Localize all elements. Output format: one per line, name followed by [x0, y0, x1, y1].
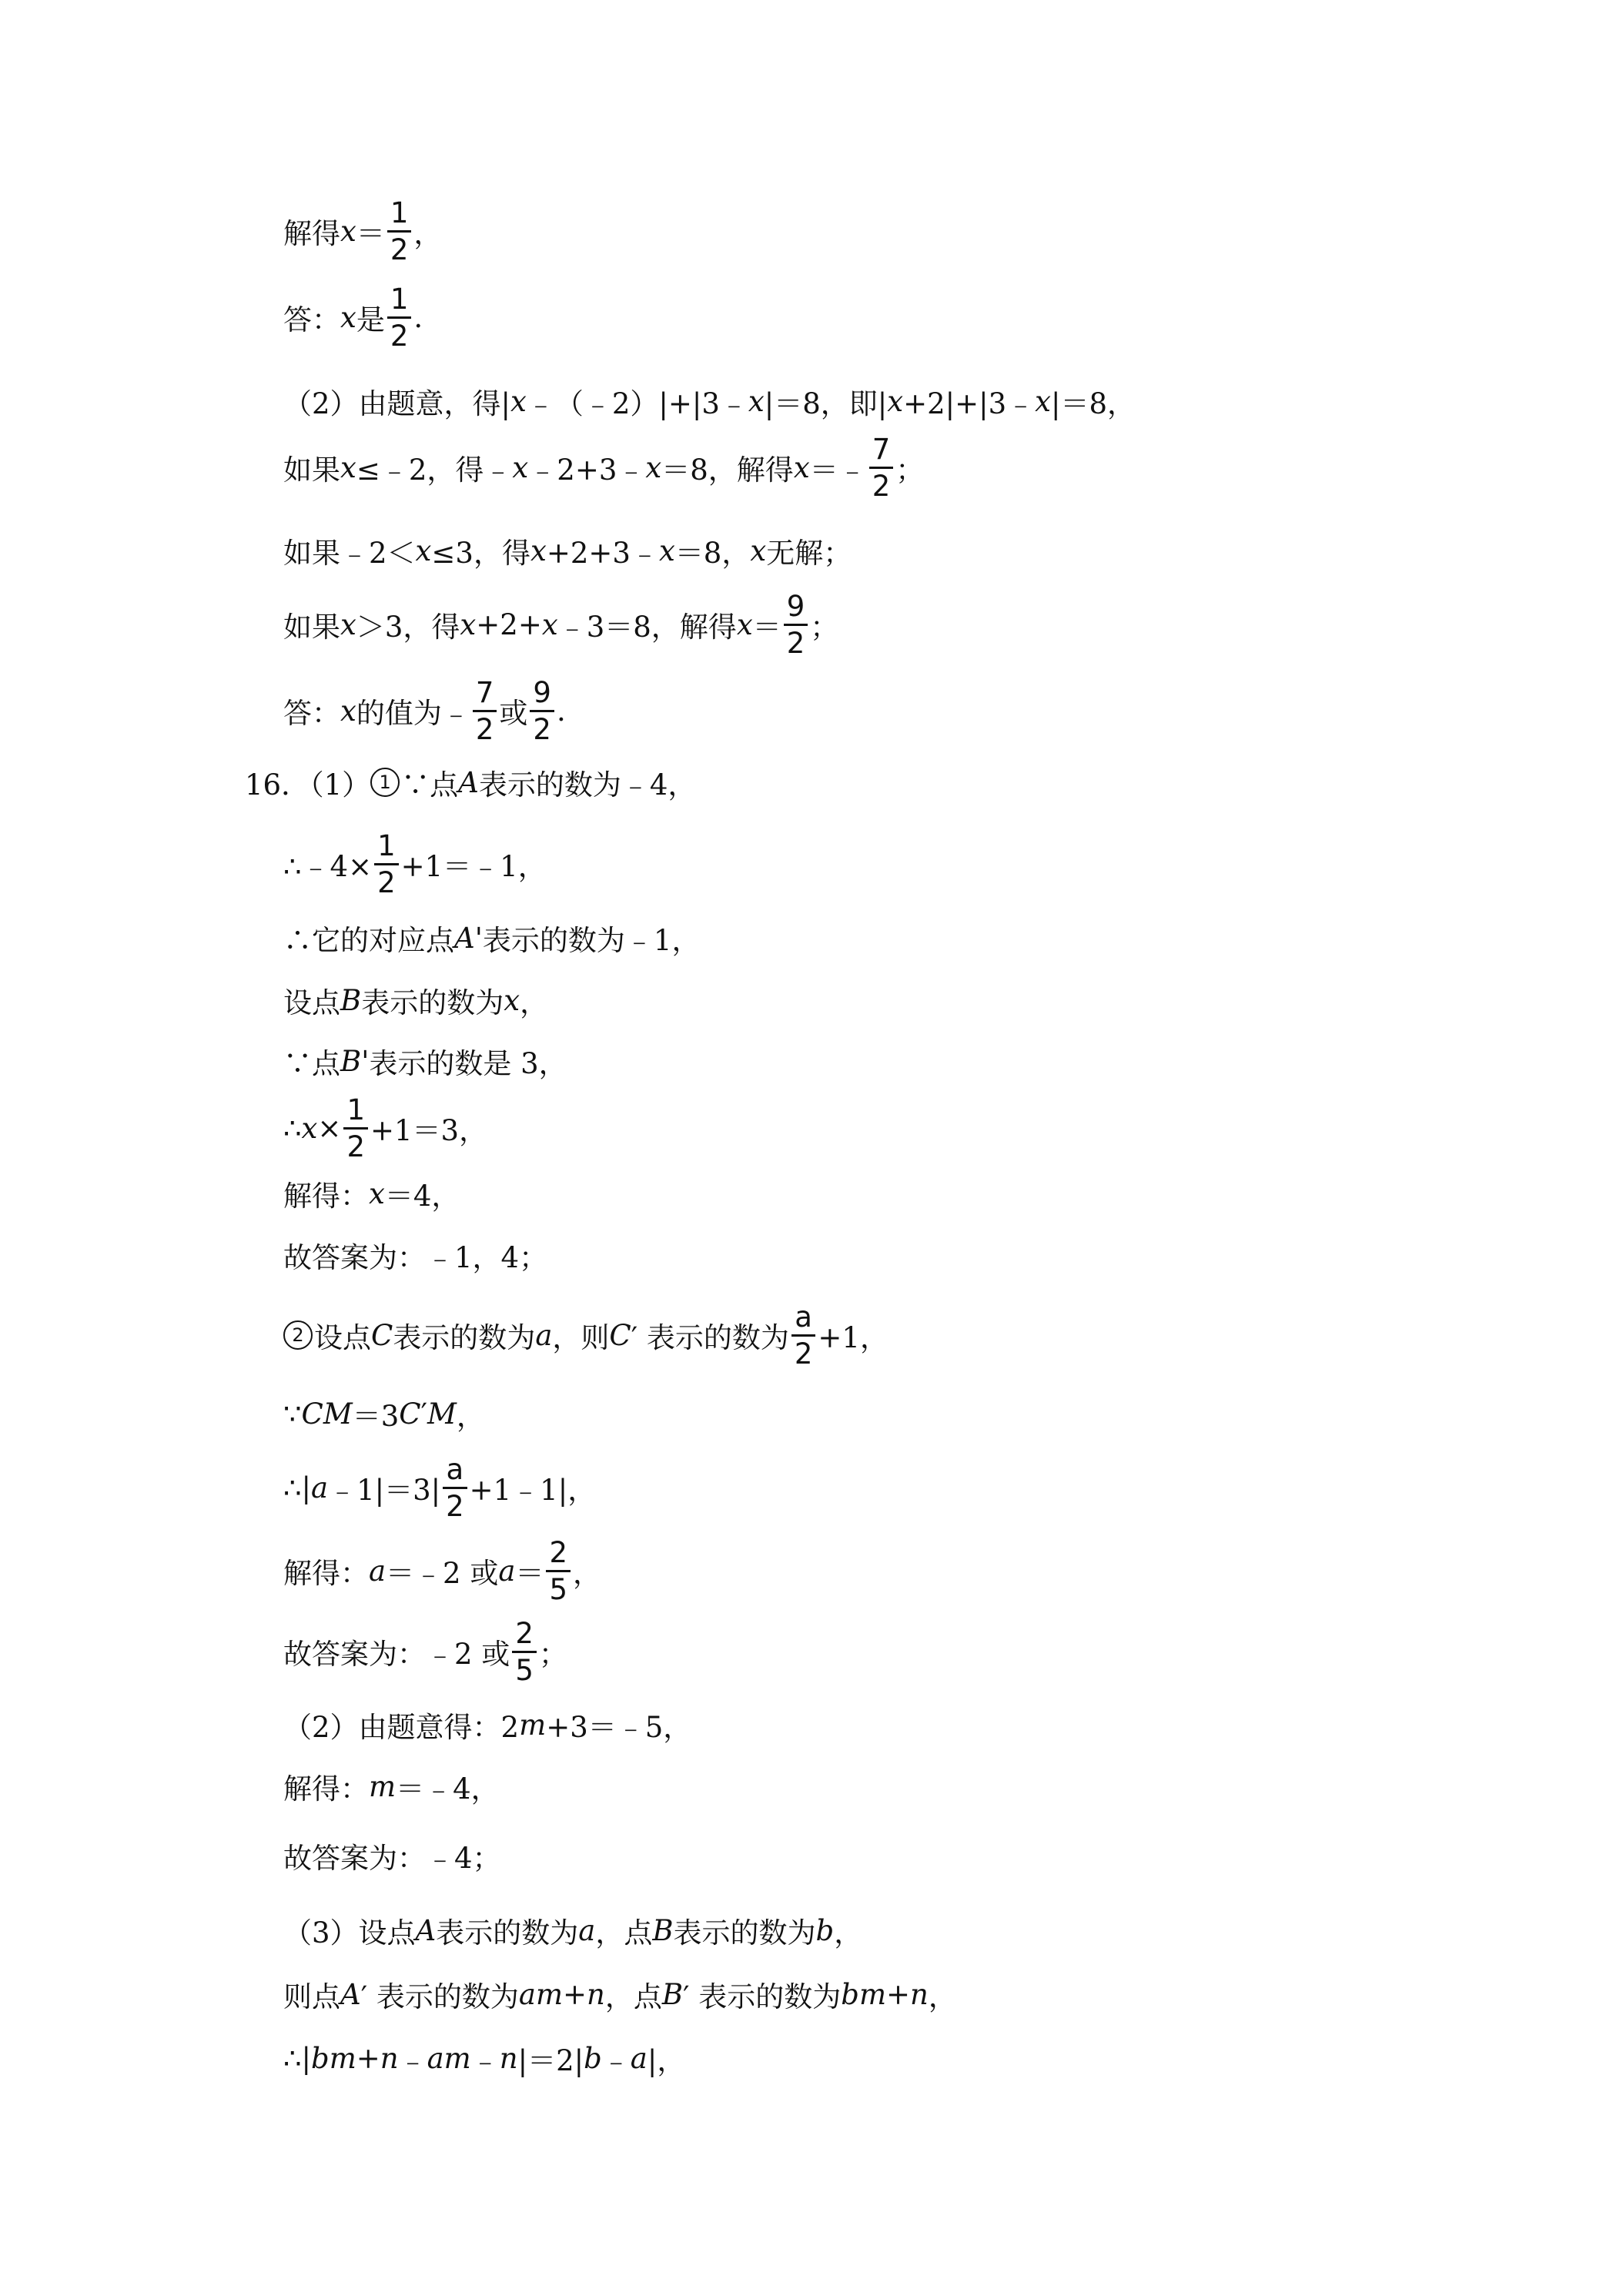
math-variable: a — [369, 1554, 387, 1588]
text-run: ， — [520, 986, 549, 1019]
math-variable: A — [415, 1913, 437, 1947]
text-run: 表示的数为﹣4， — [478, 768, 697, 802]
text-run: ，则 — [552, 1321, 610, 1354]
text-run: ∴ — [283, 1111, 302, 1145]
text-run: ，点 — [604, 1980, 662, 2013]
fraction — [530, 675, 554, 746]
fraction-numerator: 1 — [377, 828, 396, 862]
text-run: ＝ — [752, 611, 781, 644]
text-run: 解得 — [283, 217, 340, 250]
text-run: ； — [538, 1638, 567, 1671]
math-variable: C — [371, 1318, 393, 1352]
math-variable: a — [498, 1554, 516, 1588]
text-run: +2+3﹣ — [546, 537, 659, 570]
text-run: |， — [647, 2044, 686, 2077]
math-variable: CM — [301, 1397, 353, 1431]
text-run: 如果 — [283, 454, 340, 487]
math-variable: C — [399, 1397, 421, 1431]
math-variable: am — [427, 2041, 471, 2075]
solution-line — [283, 1609, 567, 1694]
fraction — [387, 196, 412, 266]
math-variable: a — [535, 1318, 553, 1352]
math-variable: x — [510, 384, 527, 418]
text-run: |＝8， — [1051, 387, 1136, 420]
text-run: ′ 表示的数为 — [631, 1321, 789, 1354]
text-run: ＝3 — [352, 1400, 400, 1433]
text-run: ∴| — [283, 2041, 312, 2075]
text-run: ≤﹣2，得﹣ — [356, 454, 513, 487]
math-variable: x — [658, 534, 675, 567]
text-run: +1﹣1|， — [469, 1474, 597, 1507]
math-variable: A — [458, 765, 479, 799]
fraction-denominator: 2 — [374, 863, 399, 897]
math-variable: x — [340, 300, 356, 334]
fraction-denominator: 2 — [387, 316, 412, 350]
math-variable: a — [630, 2041, 648, 2075]
fraction — [512, 1616, 537, 1687]
text-run: ； — [810, 611, 839, 644]
text-run: 故答案为：﹣4； — [283, 1842, 501, 1875]
text-run: 表示的数为 — [393, 1321, 536, 1354]
math-variable: x — [340, 450, 356, 484]
text-run: +1， — [818, 1321, 888, 1354]
fraction-numerator: 7 — [872, 432, 891, 466]
fraction-denominator: 2 — [784, 624, 808, 658]
text-run: ∵点 — [283, 1047, 340, 1080]
fraction — [374, 828, 399, 899]
text-run: ′ — [420, 1397, 428, 1431]
solution-line — [283, 425, 924, 510]
solution-line — [283, 189, 442, 273]
text-run: 设点 — [283, 986, 340, 1019]
text-run: ∵ — [283, 1397, 302, 1431]
fraction-numerator: 2 — [515, 1616, 534, 1650]
math-variable: x — [793, 450, 810, 484]
text-run: 故答案为：﹣1，4； — [283, 1241, 548, 1274]
solution-line — [283, 1371, 485, 1456]
math-variable: a — [311, 1471, 329, 1504]
math-variable: x — [301, 1111, 318, 1145]
fraction — [784, 589, 808, 660]
math-variable: A — [340, 1977, 361, 2011]
math-variable: x — [340, 694, 356, 728]
text-run: ﹣1|＝3| — [328, 1474, 441, 1507]
math-variable: m — [519, 1708, 547, 1742]
text-run: +1＝3， — [370, 1114, 488, 1147]
text-run: ＝8， — [674, 537, 751, 570]
solution-line — [283, 582, 838, 667]
fraction-numerator: a — [446, 1452, 464, 1486]
solution-line — [283, 1528, 601, 1613]
math-variable: a — [578, 1913, 596, 1947]
text-run: 表示的数为 — [436, 1916, 579, 1950]
fraction-denominator: 2 — [473, 710, 497, 744]
fraction-numerator: 1 — [390, 196, 409, 229]
text-run: ﹣3＝8，解得 — [557, 611, 737, 644]
solution-line — [283, 822, 547, 906]
text-run: ∴它的对应点 — [283, 924, 454, 957]
math-variable: A' — [454, 921, 483, 955]
math-variable: x — [530, 534, 547, 567]
math-variable: M — [427, 1397, 457, 1431]
solution-line — [283, 1293, 888, 1377]
fraction-denominator: 2 — [869, 467, 894, 500]
fraction-denominator: 2 — [343, 1127, 368, 1161]
text-run: ， — [572, 1557, 601, 1590]
math-variable: B — [661, 1977, 684, 2011]
math-variable: x — [887, 384, 904, 418]
text-run: 的值为﹣ — [356, 697, 470, 730]
text-run: 故答案为：﹣2 或 — [283, 1638, 510, 1671]
text-run: 解得： — [283, 1557, 369, 1590]
text-run: 表示的数为 — [361, 986, 504, 1019]
math-variable: x — [736, 607, 753, 641]
math-variable: n — [499, 2041, 518, 2075]
fraction — [387, 282, 412, 353]
text-run: 无解； — [766, 537, 852, 570]
fraction-denominator: 5 — [512, 1651, 537, 1685]
text-run: 解得： — [283, 1180, 369, 1213]
text-run: ′ 表示的数为 — [683, 1980, 842, 2013]
text-run: |＝8，即| — [764, 387, 888, 420]
text-run: （2）由题意得：2 — [283, 1711, 520, 1744]
fraction — [473, 675, 497, 746]
text-run: ＝4， — [384, 1180, 460, 1213]
solution-line — [283, 508, 852, 593]
text-run: ＝﹣4， — [396, 1772, 500, 1806]
fraction-denominator: 2 — [443, 1487, 467, 1521]
text-run: . — [413, 300, 423, 334]
math-variable: B' — [340, 1044, 370, 1078]
math-variable: am+n — [518, 1977, 605, 2011]
fraction-denominator: 2 — [791, 1334, 816, 1368]
text-run: ， — [834, 1916, 863, 1950]
text-run: +2+ — [476, 607, 542, 641]
text-run: 表示的数是 3， — [369, 1047, 567, 1080]
solution-line — [283, 1813, 501, 1898]
math-variable: x — [541, 607, 558, 641]
solution-line — [283, 275, 423, 360]
text-run: ＝ — [356, 217, 385, 250]
text-run: |＝2| — [517, 2044, 584, 2077]
math-variable: b — [584, 2041, 602, 2075]
fraction-numerator: 9 — [533, 675, 551, 709]
math-variable: x — [415, 534, 432, 567]
text-run: （3）设点 — [283, 1916, 416, 1950]
text-run: ； — [895, 454, 925, 487]
math-variable: b — [815, 1913, 835, 1947]
text-run: ﹣ — [398, 2044, 427, 2077]
math-variable: B — [652, 1913, 674, 1947]
fraction-denominator: 5 — [546, 1570, 571, 1604]
text-run: ≤3，得 — [431, 537, 530, 570]
text-run: （2）由题意，得| — [283, 387, 511, 420]
text-run: ∵点 — [401, 768, 459, 802]
text-run: ＞3，得 — [356, 611, 460, 644]
fraction — [443, 1452, 467, 1523]
fraction — [546, 1535, 571, 1606]
solution-line — [245, 740, 696, 825]
math-variable: x — [460, 607, 477, 641]
circled-number: 2 — [283, 1320, 313, 1350]
fraction-numerator: 1 — [346, 1093, 365, 1126]
math-variable: B — [340, 983, 362, 1017]
text-run: ， — [928, 1980, 957, 2013]
fraction-numerator: 9 — [786, 589, 805, 623]
text-run: ＝﹣2 或 — [386, 1557, 499, 1590]
text-run: 如果﹣2＜ — [283, 537, 416, 570]
text-run: ＝﹣ — [809, 454, 867, 487]
math-variable: x — [750, 534, 767, 567]
text-run: +2|+|3﹣ — [903, 387, 1036, 420]
math-variable: bm+n — [311, 2041, 399, 2075]
solution-line — [283, 1213, 547, 1297]
text-run: ﹣ — [601, 2044, 631, 2077]
text-run: 答： — [283, 303, 340, 336]
text-run: ＝8，解得 — [661, 454, 794, 487]
text-run: 解得： — [283, 1772, 369, 1806]
math-variable: C — [609, 1318, 631, 1352]
text-run: 如果 — [283, 611, 340, 644]
text-run: +1＝﹣1， — [400, 850, 547, 883]
text-run: ＝ — [515, 1557, 544, 1590]
fraction-numerator: 2 — [549, 1535, 567, 1569]
math-variable: x — [748, 384, 765, 418]
text-run: 16．（1） — [245, 768, 371, 802]
math-variable: x — [504, 983, 520, 1017]
text-run: × — [317, 1111, 342, 1145]
text-run: 是 — [356, 303, 385, 336]
fraction-denominator: 2 — [530, 710, 554, 744]
text-run: 设点 — [314, 1321, 371, 1354]
math-variable: x — [340, 607, 356, 641]
fraction — [869, 432, 894, 503]
solution-line — [283, 2016, 685, 2100]
fraction-numerator: 1 — [390, 282, 409, 316]
text-run: . — [556, 694, 566, 728]
text-run: 答： — [283, 697, 340, 730]
text-run: 或 — [499, 697, 528, 730]
text-run: ∴| — [283, 1471, 312, 1504]
text-run: +3＝﹣5， — [546, 1711, 692, 1744]
text-run: 表示的数为 — [673, 1916, 816, 1950]
text-run: ，点 — [595, 1916, 653, 1950]
fraction-numerator: 7 — [475, 675, 494, 709]
math-variable: x — [645, 450, 662, 484]
math-variable: x — [369, 1176, 385, 1210]
text-run: ∴﹣4× — [283, 850, 373, 883]
text-run: ， — [413, 217, 443, 250]
fraction-denominator: 2 — [387, 230, 412, 264]
math-variable: bm+n — [841, 1977, 929, 2011]
fraction-numerator: a — [795, 1300, 812, 1334]
text-run: ′ 表示的数为 — [360, 1980, 519, 2013]
text-run: ﹣2+3﹣ — [528, 454, 646, 487]
text-run: ， — [456, 1400, 485, 1433]
math-variable: m — [369, 1769, 397, 1803]
fraction — [791, 1300, 816, 1371]
text-run: 表示的数为﹣1， — [482, 924, 701, 957]
text-run: ﹣（﹣2）|+|3﹣ — [526, 387, 748, 420]
solution-line — [283, 1445, 596, 1530]
text-run: 则点 — [283, 1980, 340, 2013]
math-variable: x — [1035, 384, 1052, 418]
math-variable: x — [340, 214, 356, 248]
math-variable: x — [512, 450, 529, 484]
text-run: ﹣ — [470, 2044, 500, 2077]
circled-number: 1 — [370, 768, 400, 797]
